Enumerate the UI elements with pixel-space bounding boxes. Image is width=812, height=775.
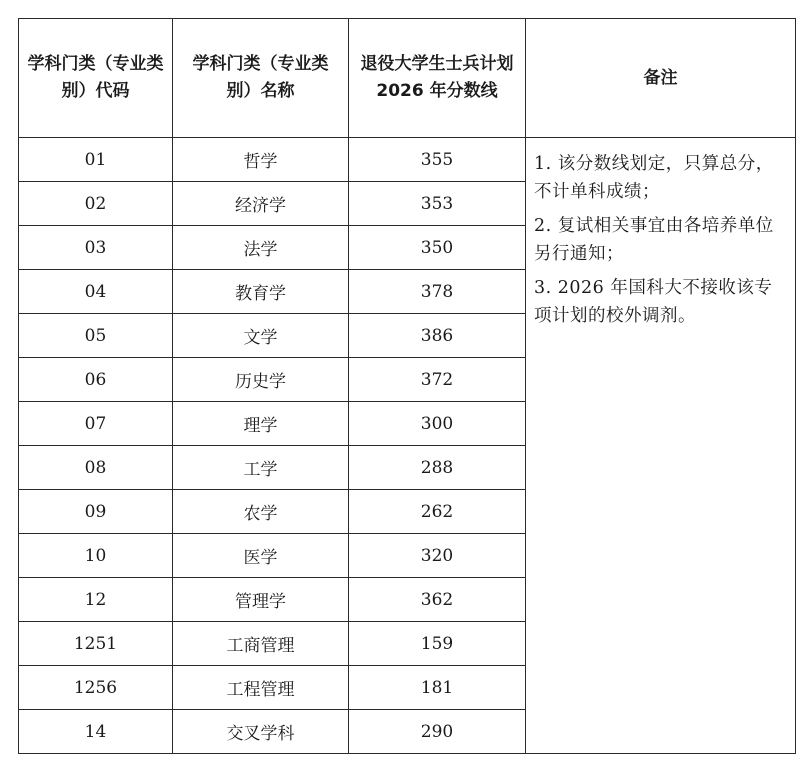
cell-score: 386 — [349, 314, 526, 358]
table-body — [19, 138, 796, 754]
cell-name: 医学 — [173, 534, 349, 578]
cell-score: 350 — [349, 226, 526, 270]
cell-code: 1251 — [19, 622, 173, 666]
cell-score: 159 — [349, 622, 526, 666]
note-item: 2. 复试相关事宜由各培养单位另行通知； — [534, 216, 774, 264]
cell-score: 353 — [349, 182, 526, 226]
cell-score: 262 — [349, 490, 526, 534]
cell-code: 05 — [19, 314, 173, 358]
header-code: 学科门类（专业类别）代码 — [19, 19, 173, 138]
cell-name: 理学 — [173, 402, 349, 446]
cell-code: 1256 — [19, 666, 173, 710]
header-name: 学科门类（专业类别）名称 — [173, 19, 349, 138]
cell-code: 09 — [19, 490, 173, 534]
header-score: 退役大学生士兵计划 2026 年分数线 — [349, 19, 526, 138]
table-row — [19, 138, 796, 182]
cell-name: 文学 — [173, 314, 349, 358]
header-note: 备注 — [526, 19, 796, 138]
cell-score: 320 — [349, 534, 526, 578]
cell-code: 14 — [19, 710, 173, 754]
cell-name: 交叉学科 — [173, 710, 349, 754]
cell-score: 378 — [349, 270, 526, 314]
cell-name: 工程管理 — [173, 666, 349, 710]
notes-cell — [526, 138, 796, 754]
header-row — [19, 19, 796, 138]
cell-code: 03 — [19, 226, 173, 270]
cell-code: 04 — [19, 270, 173, 314]
cell-name: 哲学 — [173, 138, 349, 182]
note-item: 1. 该分数线划定，只算总分，不计单科成绩； — [534, 154, 774, 202]
cell-score: 372 — [349, 358, 526, 402]
cell-code: 01 — [19, 138, 173, 182]
cell-name: 工学 — [173, 446, 349, 490]
cell-name: 法学 — [173, 226, 349, 270]
cell-score: 290 — [349, 710, 526, 754]
cell-name: 管理学 — [173, 578, 349, 622]
cell-name: 历史学 — [173, 358, 349, 402]
cell-code: 07 — [19, 402, 173, 446]
cell-code: 06 — [19, 358, 173, 402]
cell-name: 工商管理 — [173, 622, 349, 666]
cell-score: 181 — [349, 666, 526, 710]
cell-score: 355 — [349, 138, 526, 182]
cell-score: 300 — [349, 402, 526, 446]
cell-name: 农学 — [173, 490, 349, 534]
cell-code: 10 — [19, 534, 173, 578]
cell-name: 经济学 — [173, 182, 349, 226]
score-line-table — [18, 18, 796, 754]
cell-code: 02 — [19, 182, 173, 226]
note-item: 3. 2026 年国科大不接收该专项计划的校外调剂。 — [534, 278, 773, 326]
cell-score: 362 — [349, 578, 526, 622]
cell-score: 288 — [349, 446, 526, 490]
cell-name: 教育学 — [173, 270, 349, 314]
cell-code: 08 — [19, 446, 173, 490]
cell-code: 12 — [19, 578, 173, 622]
